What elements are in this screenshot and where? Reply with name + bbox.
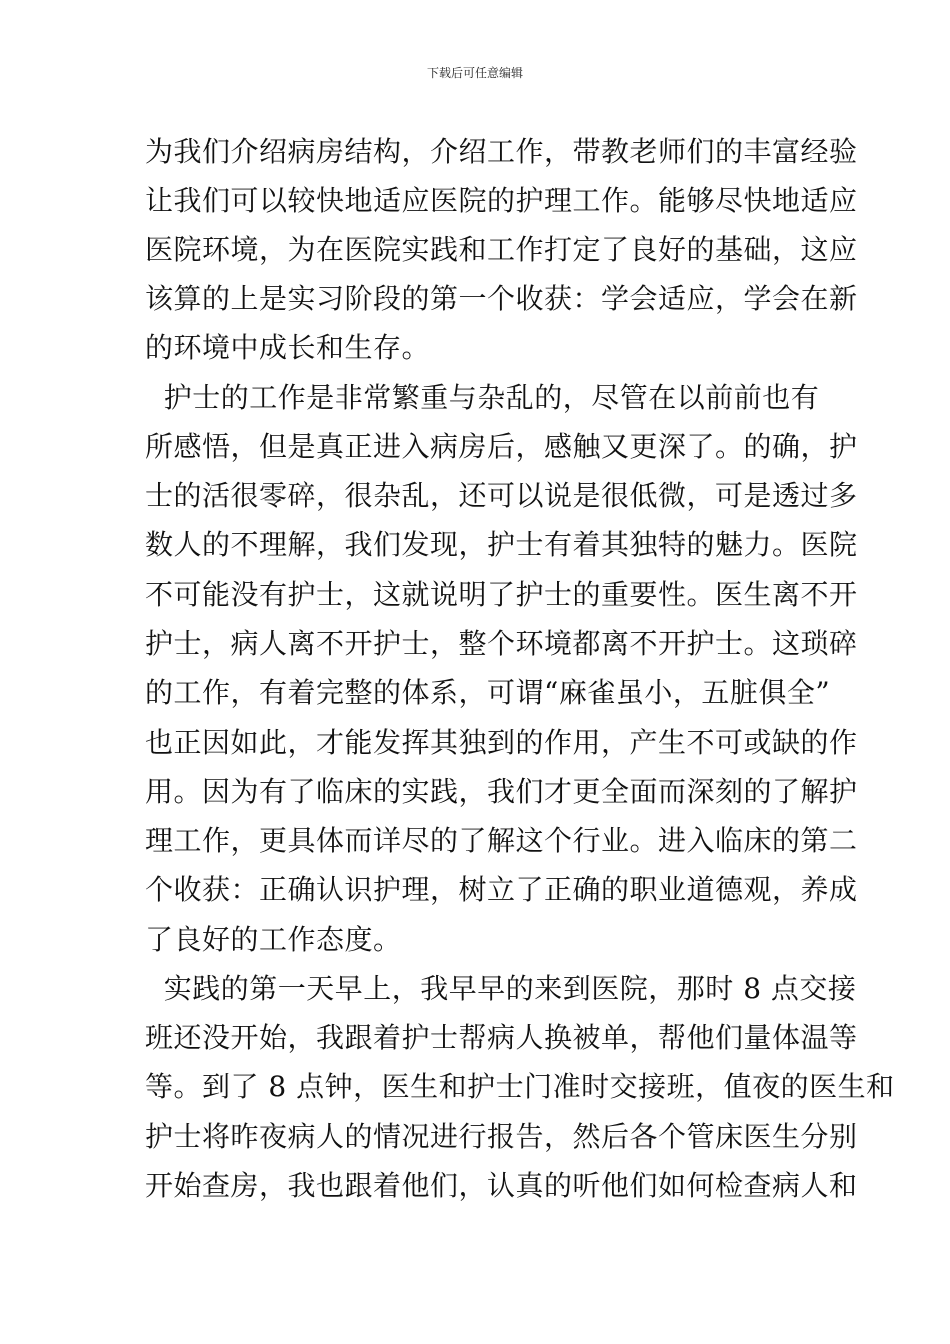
text-line: 让我们可以较快地适应医院的护理工作。能够尽快地适应: [145, 184, 858, 217]
text-line: 等。到了 8 点钟，医生和护士门准时交接班，值夜的医生和: [145, 1070, 895, 1103]
text-line: 不可能没有护士，这就说明了护士的重要性。医生离不开: [145, 578, 858, 611]
text-line: 为我们介绍病房结构，介绍工作，带教老师们的丰富经验: [145, 135, 858, 168]
text-line: 的工作，有着完整的体系，可谓“麻雀虽小，五脏俱全”: [145, 676, 831, 709]
text-line: 开始查房，我也跟着他们，认真的听他们如何检查病人和: [145, 1169, 858, 1202]
text-line: 用。因为有了临床的实践，我们才更全面而深刻的了解护: [145, 775, 858, 808]
text-line: 医院环境，为在医院实践和工作打定了良好的基础，这应: [145, 233, 858, 266]
text-line: 护士，病人离不开护士，整个环境都离不开护士。这琐碎: [145, 627, 858, 660]
text-line: 的环境中成长和生存。: [145, 331, 431, 364]
text-line: 士的活很零碎，很杂乱，还可以说是很低微，可是透过多: [145, 479, 858, 512]
text-line: 护士的工作是非常繁重与杂乱的，尽管在以前前也有: [145, 381, 820, 414]
text-line: 了良好的工作态度。: [145, 923, 402, 956]
text-line: 理工作，更具体而详尽的了解这个行业。进入临床的第二: [145, 824, 858, 857]
page-header: 下载后可任意编辑: [426, 66, 523, 80]
text-line: 实践的第一天早上，我早早的来到医院，那时 8 点交接: [145, 972, 857, 1005]
text-line: 个收获：正确认识护理，树立了正确的职业道德观，养成: [145, 873, 858, 906]
text-line: 该算的上是实习阶段的第一个收获：学会适应，学会在新: [145, 282, 858, 315]
text-line: 数人的不理解，我们发现，护士有着其独特的魅力。医院: [145, 528, 858, 561]
text-line: 也正因如此，才能发挥其独到的作用，产生不可或缺的作: [145, 726, 858, 759]
text-line: 班还没开始，我跟着护士帮病人换被单，帮他们量体温等: [145, 1021, 858, 1054]
text-line: 所感悟，但是真正进入病房后，感触又更深了。的确，护: [145, 430, 858, 463]
text-line: 护士将昨夜病人的情况进行报告，然后各个管床医生分别: [145, 1120, 858, 1153]
